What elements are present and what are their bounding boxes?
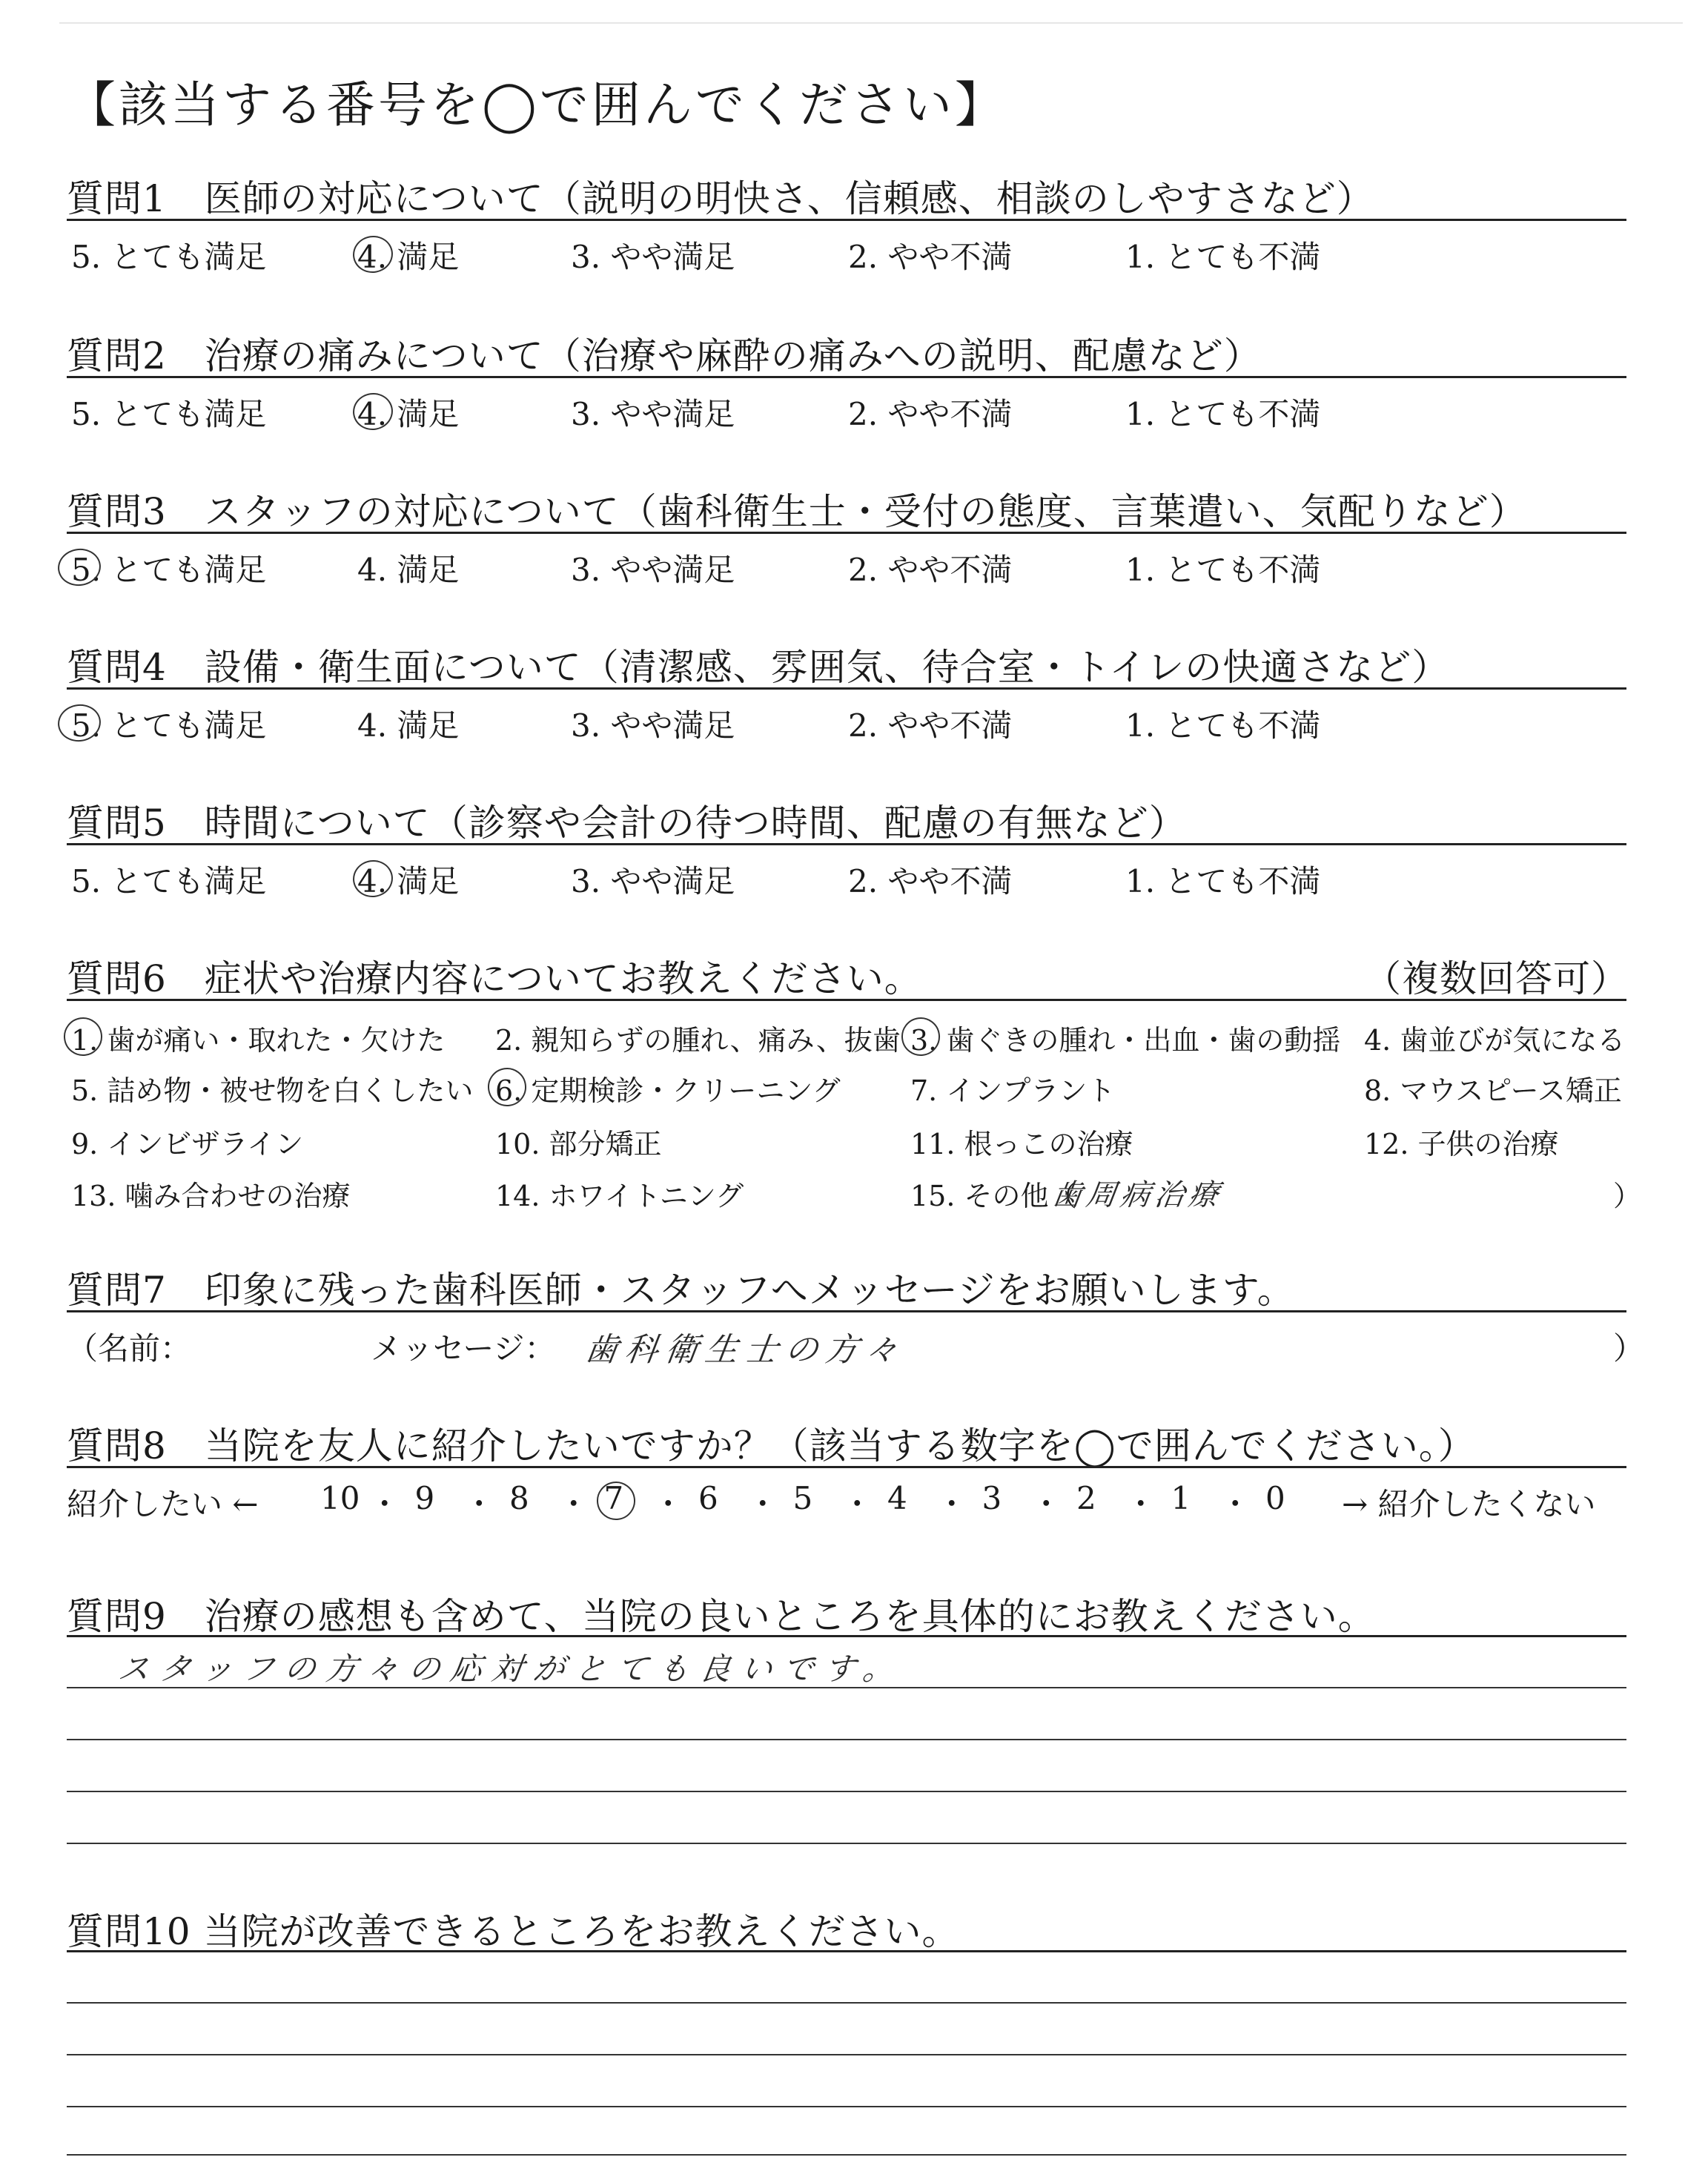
q8-scale-value-1[interactable]: 1: [1171, 1480, 1191, 1516]
q3-option-2[interactable]: 2. やや不満: [848, 552, 1013, 588]
q6-option-5[interactable]: 5. 詰め物・被せ物を白くしたい: [71, 1074, 474, 1107]
q5-option-3[interactable]: 3. やや満足: [571, 863, 735, 899]
q3-option-5[interactable]: 5. とても満足: [71, 552, 267, 588]
q6-other-handwritten: 歯周病治療: [1050, 1178, 1225, 1212]
q3-option-1[interactable]: 1. とても不満: [1125, 552, 1321, 588]
q2-option-5[interactable]: 5. とても満足: [71, 396, 267, 432]
question-10-rule: [67, 1950, 1626, 1952]
question-1-rule: [67, 219, 1626, 221]
question-7-rule: [67, 1310, 1626, 1312]
q4-option-1[interactable]: 1. とても不満: [1125, 707, 1321, 744]
q8-scale-value-9[interactable]: 9: [414, 1480, 435, 1516]
q8-scale-value-0[interactable]: 0: [1265, 1480, 1285, 1516]
q10-line-3: [67, 2106, 1626, 2107]
q8-selection-circle: [594, 1479, 638, 1523]
q2-option-2[interactable]: 2. やや不満: [848, 396, 1013, 432]
q1-option-1[interactable]: 1. とても不満: [1125, 239, 1321, 275]
question-8-rule: [67, 1466, 1626, 1468]
q6-option-3[interactable]: 3. 歯ぐきの腫れ・出血・歯の動揺: [910, 1024, 1341, 1057]
q6-option-14[interactable]: 14. ホワイトニング: [495, 1180, 744, 1212]
question-9-title: 質問9 治療の感想も含めて、当院の良いところを具体的にお教えください。: [67, 1595, 1376, 1638]
q6-option-12[interactable]: 12. 子供の治療: [1364, 1128, 1559, 1160]
question-6-rule: [67, 999, 1626, 1001]
q8-scale-separator: ・: [1030, 1486, 1062, 1522]
q8-scale-separator: ・: [747, 1486, 778, 1522]
question-8-title: 質問8 当院を友人に紹介したいですか？（該当する数字を◯で囲んでください。）: [67, 1424, 1476, 1467]
q6-option-6[interactable]: 6. 定期検診・クリーニング: [495, 1074, 841, 1107]
q5-option-1[interactable]: 1. とても不満: [1125, 863, 1321, 899]
q9-line-4: [67, 1843, 1626, 1844]
q3-option-3[interactable]: 3. やや満足: [571, 552, 735, 588]
q2-option-3[interactable]: 3. やや満足: [571, 396, 735, 432]
q4-option-3[interactable]: 3. やや満足: [571, 707, 735, 744]
q8-scale-separator: ・: [1125, 1486, 1156, 1522]
q7-message-label: メッセージ：: [371, 1330, 556, 1367]
q8-scale-value-5[interactable]: 5: [792, 1480, 813, 1516]
q8-left-label: 紹介したい ←: [67, 1486, 259, 1522]
q5-option-5[interactable]: 5. とても満足: [71, 863, 267, 899]
q10-line-1: [67, 2002, 1626, 2004]
q6-option-10[interactable]: 10. 部分矯正: [495, 1128, 662, 1160]
q2-option-4[interactable]: 4. 満足: [357, 396, 460, 432]
q1-option-2[interactable]: 2. やや不満: [848, 239, 1013, 275]
q9-handwritten-answer: スタッフの方々の応対がとても良いです。: [116, 1651, 907, 1687]
q8-scale-value-10[interactable]: 10: [320, 1480, 360, 1516]
q4-option-2[interactable]: 2. やや不満: [848, 707, 1013, 744]
q5-option-4[interactable]: 4. 満足: [357, 863, 460, 899]
q8-scale-value-2[interactable]: 2: [1076, 1480, 1096, 1516]
q6-option-4[interactable]: 4. 歯並びが気になる: [1364, 1024, 1626, 1057]
question-4-rule: [67, 687, 1626, 690]
q6-option-15[interactable]: 15. その他（: [910, 1180, 1077, 1212]
q6-option-8[interactable]: 8. マウスピース矯正: [1364, 1074, 1622, 1107]
question-10-title: 質問10 当院が改善できるところをお教えください。: [67, 1910, 960, 1953]
q6-option-11[interactable]: 11. 根っこの治療: [910, 1128, 1133, 1160]
q10-line-2: [67, 2054, 1626, 2055]
q8-scale-value-8[interactable]: 8: [509, 1480, 529, 1516]
q3-option-4[interactable]: 4. 満足: [357, 552, 460, 588]
question-1-title: 質問1 医師の対応について（説明の明快さ、信頼感、相談のしやすさなど）: [67, 177, 1374, 220]
q6-option-7[interactable]: 7. インプラント: [910, 1074, 1116, 1107]
q9-line-1: [67, 1687, 1626, 1688]
q8-scale-separator: ・: [463, 1486, 495, 1522]
q8-scale-separator: ・: [652, 1486, 684, 1522]
q7-name-label: （名前：: [67, 1330, 192, 1367]
q6-option-13[interactable]: 13. 噛み合わせの治療: [71, 1180, 351, 1212]
q8-scale-value-7[interactable]: 7: [603, 1480, 624, 1516]
q1-option-5[interactable]: 5. とても満足: [71, 239, 267, 275]
question-3-rule: [67, 532, 1626, 534]
q8-scale-separator: ・: [368, 1486, 400, 1522]
q8-scale-value-6[interactable]: 6: [698, 1480, 718, 1516]
q8-scale-value-4[interactable]: 4: [887, 1480, 907, 1516]
question-2-title: 質問2 治療の痛みについて（治療や麻酔の痛みへの説明、配慮など）: [67, 334, 1262, 377]
q7-close-paren: ）: [1613, 1330, 1645, 1367]
question-7-title: 質問7 印象に残った歯科医師・スタッフへメッセージをお願いします。: [67, 1269, 1295, 1312]
q1-option-4[interactable]: 4. 満足: [357, 239, 460, 275]
q1-option-3[interactable]: 3. やや満足: [571, 239, 735, 275]
question-6-title: 質問6 症状や治療内容についてお教えください。: [67, 957, 922, 1000]
q5-option-2[interactable]: 2. やや不満: [848, 863, 1013, 899]
q8-scale-value-3[interactable]: 3: [982, 1480, 1002, 1516]
scan-edge: [59, 22, 1683, 24]
q7-handwritten-message: 歯科衛生士の方々: [582, 1331, 908, 1369]
q6-other-close: ）: [1613, 1180, 1642, 1212]
q9-line-2: [67, 1739, 1626, 1740]
q9-line-3: [67, 1791, 1626, 1792]
page-header: 【該当する番号を◯で囲んでください】: [67, 76, 1007, 133]
question-6-note: （複数回答可）: [1364, 957, 1629, 1000]
q8-scale-separator: ・: [1219, 1486, 1251, 1522]
question-4-title: 質問4 設備・衛生面について（清潔感、雰囲気、待合室・トイレの快適さなど）: [67, 646, 1450, 689]
q8-scale-separator: ・: [841, 1486, 873, 1522]
question-5-rule: [67, 843, 1626, 845]
question-5-title: 質問5 時間について（診察や会計の待つ時間、配慮の有無など）: [67, 802, 1187, 845]
question-2-rule: [67, 376, 1626, 378]
q10-line-4: [67, 2154, 1626, 2156]
q4-option-4[interactable]: 4. 満足: [357, 707, 460, 744]
q6-option-9[interactable]: 9. インビザライン: [71, 1128, 304, 1160]
q6-option-2[interactable]: 2. 親知らずの腫れ、痛み、抜歯: [495, 1024, 901, 1057]
q8-scale-separator: ・: [557, 1486, 589, 1522]
q2-option-1[interactable]: 1. とても不満: [1125, 396, 1321, 432]
q6-option-1[interactable]: 1. 歯が痛い・取れた・欠けた: [71, 1024, 446, 1057]
q4-option-5[interactable]: 5. とても満足: [71, 707, 267, 744]
question-3-title: 質問3 スタッフの対応について（歯科衛生士・受付の態度、言葉遣い、気配りなど）: [67, 490, 1527, 533]
question-9-rule: [67, 1635, 1626, 1637]
q8-scale-separator: ・: [936, 1486, 967, 1522]
q8-right-label: → 紹介したくない: [1342, 1486, 1596, 1522]
